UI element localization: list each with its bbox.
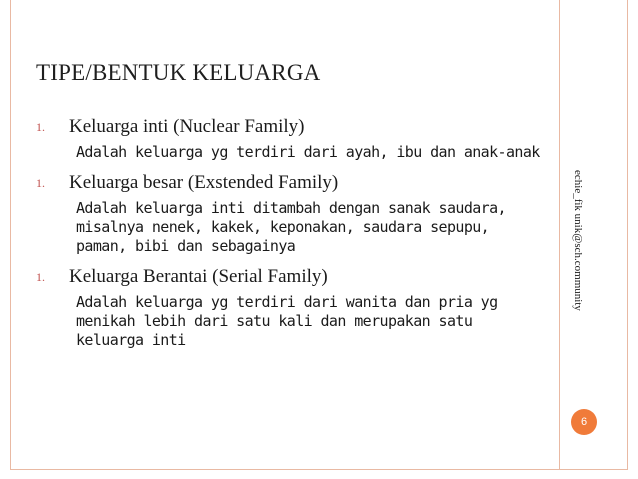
slide-content [36,114,546,350]
list-item [36,170,546,256]
list-number: 1. [36,270,45,284]
slide-title: TIPE/BENTUK KELUARGA [36,60,321,85]
page-number-badge: 6 [571,409,597,435]
item-heading: Keluarga Berantai (Serial Family) [69,266,328,287]
item-description: Adalah keluarga inti ditambah dengan sanak saudara, misalnya nenek, kakek, keponakan, saudara sepupu, paman, bibi dan sebagainya [76,199,506,255]
item-description: Adalah keluarga yg terdiri dari wanita dan pria yg menikah lebih dari satu kali dan merupakan satu keluarga inti [76,293,498,349]
list-item [36,264,546,350]
item-heading: Keluarga besar (Exstended Family) [69,172,339,193]
list-item [36,114,546,162]
sidebar-divider [559,0,560,470]
item-heading: Keluarga inti (Nuclear Family) [69,116,305,137]
sidebar-author-text: echie_fik unik@sch.community [572,170,584,311]
list-number: 1. [36,120,45,134]
list-number: 1. [36,176,45,190]
item-description: Adalah keluarga yg terdiri dari ayah, ibu dan anak-anak [76,143,540,161]
